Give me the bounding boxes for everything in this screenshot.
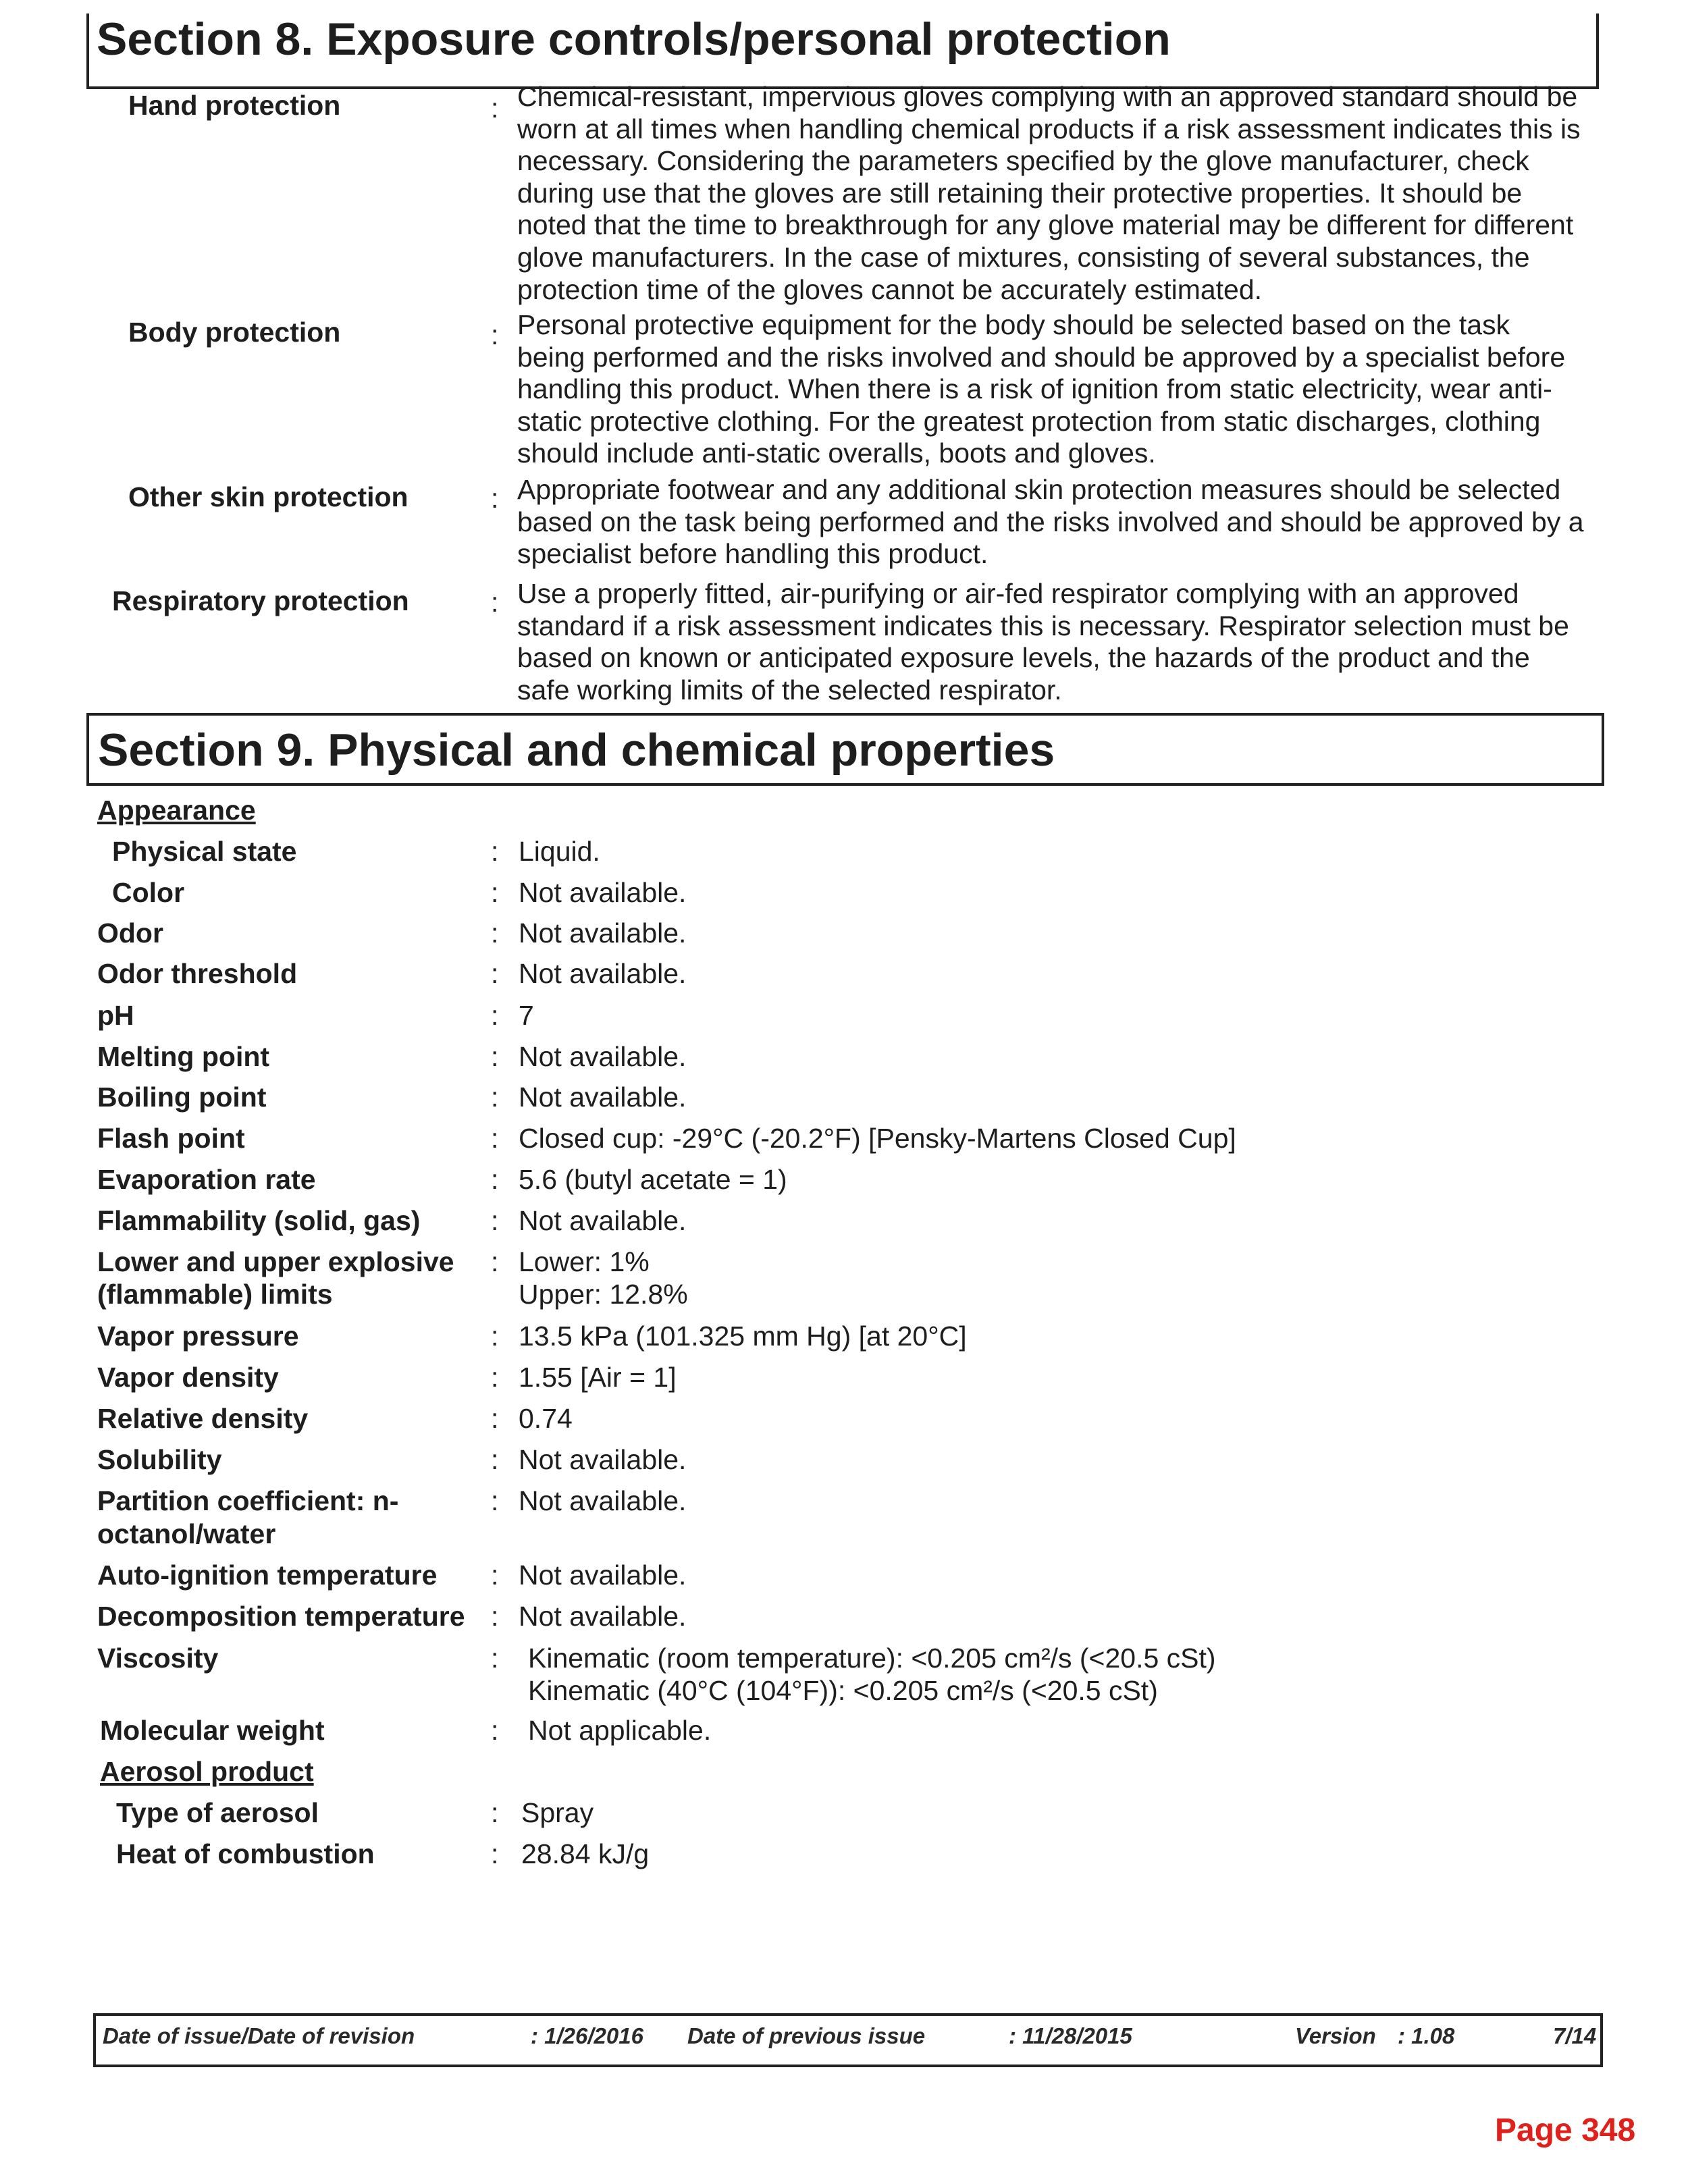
explosive-limits-lower: Lower: 1% bbox=[519, 1246, 650, 1277]
flash-point-value: Closed cup: -29°C (-20.2°F) [Pensky-Martens Closed Cup] bbox=[519, 1123, 1236, 1154]
color-value: Not available. bbox=[519, 877, 687, 908]
hand-protection-value: Chemical-resistant, impervious gloves complying with an approved standard should be worn at all times when handling chemical products if a risk assessment indicates this is necessary. Considering the parameters specified by the glove manufacturer, check during use that the gloves are still retaining their protective properties. It should be noted that the time to breakthrough for any glove material may be different for different glove manufacturers. In the case of mixtures, consisting of several substances, the protection time of the gloves cannot be accurately estimated. bbox=[517, 81, 1581, 305]
odor-threshold-value: Not available. bbox=[519, 958, 687, 989]
decomposition-temperature-label: Decomposition temperature bbox=[97, 1601, 465, 1632]
previous-issue-value: : 11/28/2015 bbox=[1009, 2023, 1132, 2048]
hand-protection-label: Hand protection bbox=[128, 90, 341, 121]
melting-point-label: Melting point bbox=[97, 1041, 270, 1072]
partition-coefficient-label-line2: octanol/water bbox=[97, 1518, 276, 1549]
body-protection-value: Personal protective equipment for the body should be selected based on the task being performed and the risks involved and should be approved by a specialist before handling this product. When there is a risk of ignition from static electricity, wear anti-static protective clothing. For the greatest protection from static discharges, clothing should include anti-static overalls, boots and gloves. bbox=[517, 309, 1566, 469]
page-stamp: Page 348 bbox=[1495, 2112, 1636, 2148]
solubility-label: Solubility bbox=[97, 1444, 222, 1475]
viscosity-label: Viscosity bbox=[97, 1643, 219, 1674]
section8-title: Section 8. Exposure controls/personal protection bbox=[97, 14, 1171, 65]
colon: : bbox=[491, 1797, 499, 1828]
colon: : bbox=[491, 836, 499, 867]
colon: : bbox=[491, 1205, 499, 1236]
boiling-point-label: Boiling point bbox=[97, 1082, 267, 1113]
colon: : bbox=[491, 1164, 499, 1195]
odor-value: Not available. bbox=[519, 917, 687, 949]
flash-point-label: Flash point bbox=[97, 1123, 245, 1154]
other-skin-protection-value: Appropriate footwear and any additional skin protection measures should be selected based on the task being performed and the risks involved and should be approved by a specialist before handling this product. bbox=[517, 474, 1584, 570]
auto-ignition-value: Not available. bbox=[519, 1560, 687, 1591]
vapor-density-value: 1.55 [Air = 1] bbox=[519, 1362, 677, 1393]
heat-of-combustion-label: Heat of combustion bbox=[116, 1838, 375, 1869]
evaporation-rate-value: 5.6 (butyl acetate = 1) bbox=[519, 1164, 787, 1195]
colon: : bbox=[491, 1643, 499, 1674]
colon: : bbox=[491, 587, 499, 618]
issue-date-label: Date of issue/Date of revision bbox=[103, 2023, 415, 2048]
colon: : bbox=[491, 319, 499, 350]
previous-issue-label: Date of previous issue bbox=[687, 2023, 926, 2048]
molecular-weight-value: Not applicable. bbox=[528, 1715, 712, 1746]
colon: : bbox=[491, 1041, 499, 1072]
respiratory-protection-value: Use a properly fitted, air-purifying or air-fed respirator complying with an approved standard if a risk assessment indicates this is necessary. Respirator selection must be based on known or anticipated exposure levels, the hazards of the product and the safe working limits of the selected respirator. bbox=[517, 578, 1569, 705]
relative-density-label: Relative density bbox=[97, 1403, 309, 1434]
colon: : bbox=[491, 483, 499, 514]
physical-state-label: Physical state bbox=[112, 836, 297, 867]
vapor-pressure-value: 13.5 kPa (101.325 mm Hg) [at 20°C] bbox=[519, 1321, 967, 1352]
odor-label: Odor bbox=[97, 917, 163, 949]
type-of-aerosol-value: Spray bbox=[521, 1797, 594, 1828]
ph-label: pH bbox=[97, 1000, 134, 1031]
viscosity-value-40c: Kinematic (40°C (104°F)): <0.205 cm²/s (<20.5 cSt) bbox=[528, 1675, 1158, 1706]
section9-title: Section 9. Physical and chemical properties bbox=[98, 724, 1055, 776]
colon: : bbox=[491, 1362, 499, 1393]
odor-threshold-label: Odor threshold bbox=[97, 958, 298, 989]
auto-ignition-label: Auto-ignition temperature bbox=[97, 1560, 438, 1591]
boiling-point-value: Not available. bbox=[519, 1082, 687, 1113]
colon: : bbox=[491, 1321, 499, 1352]
type-of-aerosol-label: Type of aerosol bbox=[116, 1797, 319, 1828]
colon: : bbox=[491, 917, 499, 949]
vapor-density-label: Vapor density bbox=[97, 1362, 279, 1393]
colon: : bbox=[491, 92, 499, 124]
body-protection-label: Body protection bbox=[128, 317, 341, 348]
explosive-limits-label-line2: (flammable) limits bbox=[97, 1279, 333, 1310]
flammability-value: Not available. bbox=[519, 1205, 687, 1236]
color-label: Color bbox=[112, 877, 185, 908]
page-of-total: 7/14 bbox=[1553, 2023, 1597, 2048]
colon: : bbox=[491, 1082, 499, 1113]
colon: : bbox=[491, 1601, 499, 1632]
evaporation-rate-label: Evaporation rate bbox=[97, 1164, 316, 1195]
physical-state-value: Liquid. bbox=[519, 836, 600, 867]
partition-coefficient-label: Partition coefficient: n- bbox=[97, 1485, 399, 1516]
appearance-heading: Appearance bbox=[97, 795, 256, 826]
colon: : bbox=[491, 1123, 499, 1154]
explosive-limits-label: Lower and upper explosive bbox=[97, 1246, 454, 1277]
colon: : bbox=[491, 1000, 499, 1031]
colon: : bbox=[491, 958, 499, 989]
colon: : bbox=[491, 877, 499, 908]
partition-coefficient-value: Not available. bbox=[519, 1485, 687, 1516]
flammability-label: Flammability (solid, gas) bbox=[97, 1205, 421, 1236]
colon: : bbox=[491, 1246, 499, 1277]
ph-value: 7 bbox=[519, 1000, 534, 1031]
colon: : bbox=[491, 1444, 499, 1475]
molecular-weight-label: Molecular weight bbox=[100, 1715, 325, 1746]
version-value: : 1.08 bbox=[1398, 2023, 1455, 2048]
explosive-limits-upper: Upper: 12.8% bbox=[519, 1279, 688, 1310]
viscosity-value-room: Kinematic (room temperature): <0.205 cm²/s (<20.5 cSt) bbox=[528, 1643, 1216, 1674]
respiratory-protection-label: Respiratory protection bbox=[112, 585, 409, 616]
heat-of-combustion-value: 28.84 kJ/g bbox=[521, 1838, 650, 1869]
melting-point-value: Not available. bbox=[519, 1041, 687, 1072]
colon: : bbox=[491, 1485, 499, 1516]
colon: : bbox=[491, 1838, 499, 1869]
version-label: Version bbox=[1295, 2023, 1376, 2048]
vapor-pressure-label: Vapor pressure bbox=[97, 1321, 299, 1352]
aerosol-product-heading: Aerosol product bbox=[100, 1756, 314, 1787]
colon: : bbox=[491, 1715, 499, 1746]
colon: : bbox=[491, 1560, 499, 1591]
colon: : bbox=[491, 1403, 499, 1434]
other-skin-protection-label: Other skin protection bbox=[128, 481, 408, 512]
solubility-value: Not available. bbox=[519, 1444, 687, 1475]
issue-date-value: : 1/26/2016 bbox=[531, 2023, 643, 2048]
decomposition-temperature-value: Not available. bbox=[519, 1601, 687, 1632]
relative-density-value: 0.74 bbox=[519, 1403, 573, 1434]
